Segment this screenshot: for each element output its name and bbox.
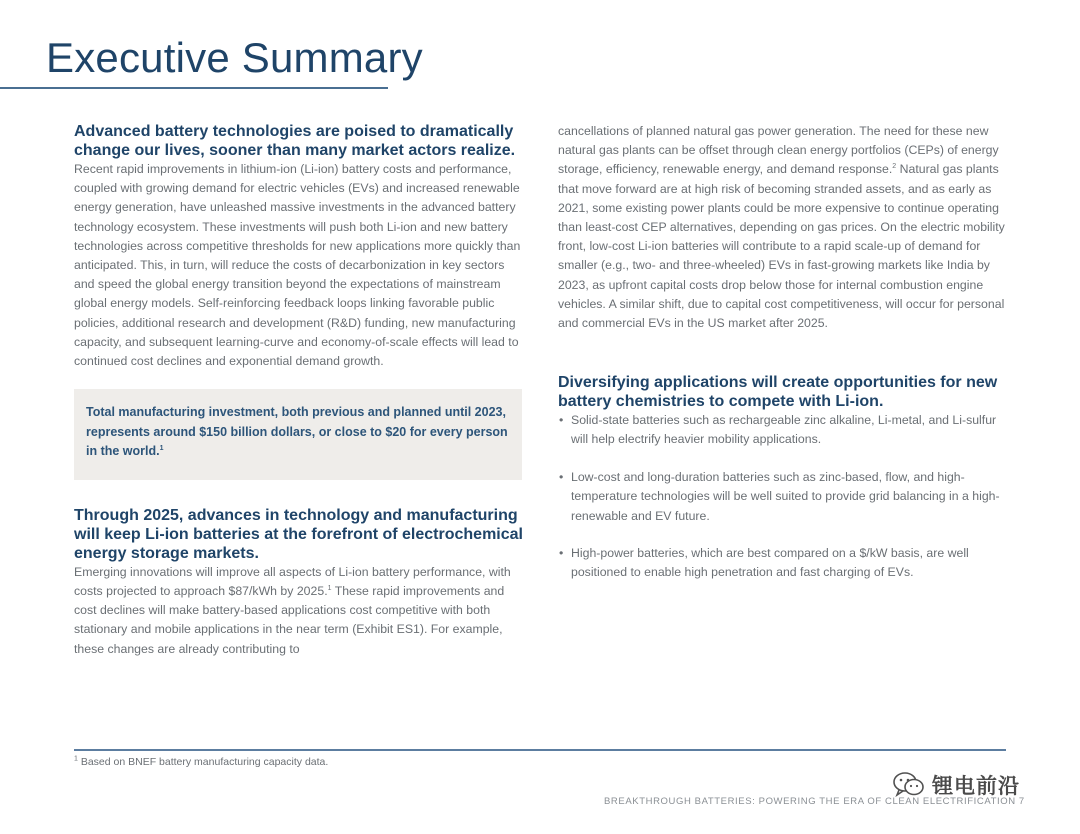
callout-text: Total manufacturing investment, both previous and planned until 2023, represents around $150 billion dollars, or close to $20 for every person in the world.$^1$ [86,405,508,459]
watermark-text: 锂电前沿 [932,775,1020,798]
callout-box [74,389,522,480]
footer-divider [74,749,1006,751]
section-heading-diversifying-applications: Diversifying applications will create opportunities for new battery chemistries to compete with Li-ion. [558,374,998,411]
footnote: $^1$ Based on BNEF battery manufacturing capacity data. [74,755,329,768]
page-title: Executive Summary [46,34,423,81]
wechat-watermark [892,770,1020,800]
wechat-icon [892,771,926,799]
bullet-icon: • [559,413,564,428]
section-heading-li-ion-forefront: Through 2025, advances in technology and manufacturing will keep Li-ion batteries at the forefront of electrochemical energy storage markets. [74,506,523,562]
running-footer: BREAKTHROUGH BATTERIES: POWERING THE ERA OF CLEAN ELECTRIFICATION 7 [604,796,1025,807]
page-number: 7 [1018,796,1025,807]
section-body-continued: cancellations of planned natural gas power generation. The need for these new natural gas plants can be offset through clean energy portfolios (CEPs) of energy storage, efficiency, renewable energy, and demand response.$^2$ Natural gas plants that move forward are at high risk of becoming stranded assets, and as early as 2021, some existing power plants could be more expensive to continue operating than least-cost CEP alternatives, depending on gas prices. On the electric mobility front, low-cost Li-ion batteries will contribute to a rapid scale-up of demand for smaller (e.g., two- and three-wheeled) EVs in fast-growing markets like India by 2023, as upfront capital costs drop below those for internal combustion engine vehicles. A similar shift, due to capital cost competitiveness, will occur for personal and commercial EVs in the US market after 2025. [558,124,1005,331]
section-heading-advanced-batteries: Advanced battery technologies are poised to dramatically change our lives, sooner than many market actors realize. [74,123,516,159]
bullet-icon: • [559,546,564,561]
list-item: • High-power batteries, which are best compared on a $/kW basis, are well positioned to enable high penetration and fast charging of EVs. [559,546,969,580]
chemistry-bullet-list [558,411,1008,582]
footnote-ref: 1 [327,584,332,592]
left-column [74,122,524,659]
bullet-icon: • [559,470,564,485]
footnote-ref: 1 [159,445,164,453]
list-item: • Low-cost and long-duration batteries such as zinc-based, flow, and high-temperature technologies will be well suited to provide grid balancing in a high-renewable and EV future. [559,470,1000,523]
section-body-li-ion-forefront: Emerging innovations will improve all aspects of Li-ion battery performance, with costs projected to approach $87/kWh by 2025.$^1$ These rapid improvements and cost declines will make battery-based applications cost competitive with both stationary and mobile applications in the near term (Exhibit ES1). For example, these changes are already contributing to [74,564,511,656]
right-column [558,122,1008,601]
section-body-advanced-batteries: Recent rapid improvements in lithium-ion (Li-ion) battery costs and performance, coupled with growing demand for electric vehicles (EVs) and increased renewable energy generation, have unleashed massive investments in the advanced battery technology ecosystem. These investments will push both Li-ion and new battery technologies across competitive thresholds for new applications more quickly than anticipated. This, in turn, will reduce the costs of decarbonization in key sectors and speed the global energy transition beyond the expectations of mainstream global energy models. Self-reinforcing feedback loops linking favorable public policies, additional research and development (R&D) funding, new manufacturing capacity, and subsequent learning-curve and economy-of-scale effects will lead to continued cost declines and exponential demand growth. [74,162,521,369]
title-underline [0,87,388,89]
list-item: • Solid-state batteries such as rechargeable zinc alkaline, Li-metal, and Li-sulfur will help electrify heavier mobility applications. [559,413,997,447]
footnote-ref: 2 [892,163,897,171]
